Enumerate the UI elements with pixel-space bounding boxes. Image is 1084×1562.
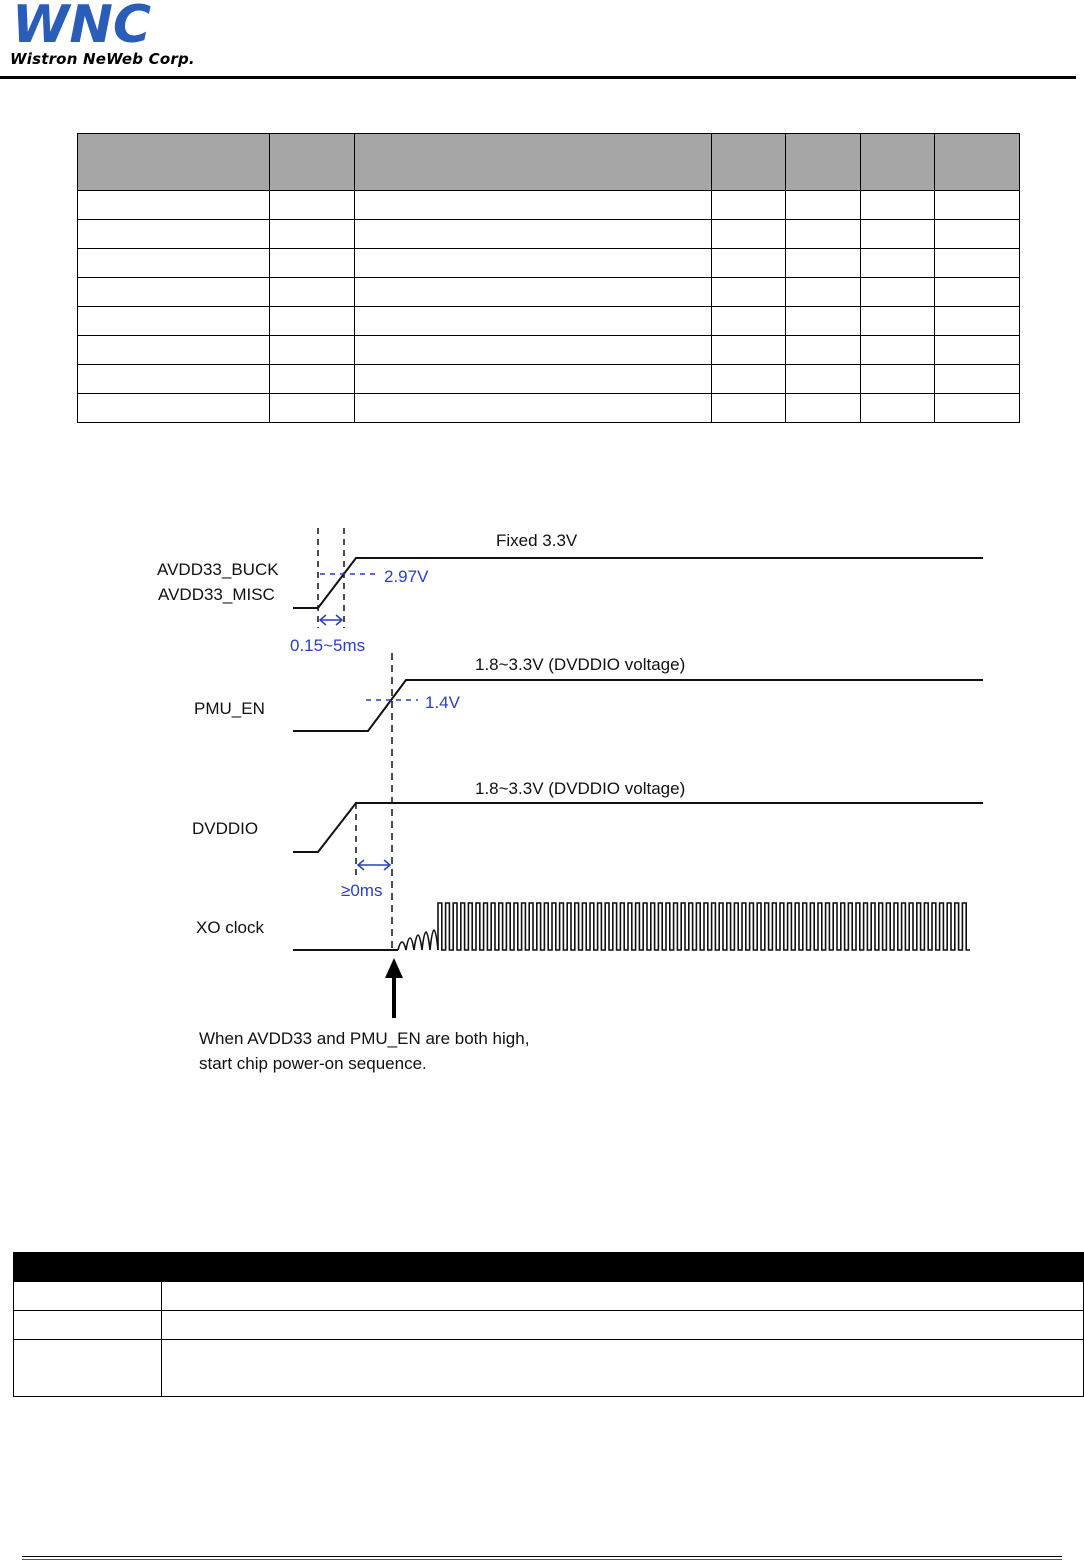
xo-clock-square-wave xyxy=(438,903,970,950)
pin-table xyxy=(13,1252,1084,1397)
table-row xyxy=(78,394,1020,423)
pmu-en-level-label: 1.8~3.3V (DVDDIO voltage) xyxy=(475,655,686,674)
delay-label: ≥0ms xyxy=(341,881,383,900)
dvddio-level-label: 1.8~3.3V (DVDDIO voltage) xyxy=(475,779,686,798)
spec-table xyxy=(77,133,1020,423)
table-row xyxy=(78,220,1020,249)
ramp-time-arrow xyxy=(320,615,342,625)
table-row xyxy=(78,278,1020,307)
note-line-2: start chip power-on sequence. xyxy=(199,1054,427,1073)
table-row xyxy=(14,1340,1084,1397)
footer-divider xyxy=(22,1556,1062,1557)
table-row xyxy=(14,1282,1084,1311)
table-header-cell xyxy=(78,134,270,191)
table-header-cell xyxy=(786,134,861,191)
table-header-cell xyxy=(354,134,712,191)
table-header-cell xyxy=(712,134,786,191)
delay-arrow xyxy=(358,860,390,870)
power-on-start-arrow xyxy=(385,958,403,1018)
header-divider xyxy=(0,76,1076,79)
table-header-cell xyxy=(161,1253,1083,1282)
table-header-row xyxy=(78,134,1020,191)
signal-label-dvddio: DVDDIO xyxy=(192,819,259,838)
fixed-voltage-label: Fixed 3.3V xyxy=(496,531,578,550)
power-on-timing-diagram xyxy=(148,518,990,1090)
pmu-threshold-label: 1.4V xyxy=(425,693,460,712)
pmu-en-trace xyxy=(293,680,983,731)
xo-clock-startup xyxy=(398,930,438,950)
logo-wordmark: WNC xyxy=(12,0,152,50)
dvddio-trace xyxy=(293,803,983,852)
ramp-time-label: 0.15~5ms xyxy=(290,636,366,655)
footer-divider-secondary xyxy=(22,1559,1062,1560)
signal-label-xo-clock: XO clock xyxy=(196,918,265,937)
table-header-row xyxy=(14,1253,1084,1282)
table-header-cell xyxy=(935,134,1020,191)
table-row xyxy=(78,249,1020,278)
table-header-cell xyxy=(14,1253,162,1282)
company-name: Wistron NeWeb Corp. xyxy=(10,50,195,68)
table-row xyxy=(78,365,1020,394)
avdd-threshold-label: 2.97V xyxy=(384,567,429,586)
signal-label-avdd33-buck: AVDD33_BUCK xyxy=(157,560,279,579)
table-row xyxy=(78,336,1020,365)
table-header-cell xyxy=(269,134,354,191)
signal-label-avdd33-misc: AVDD33_MISC xyxy=(158,585,275,604)
table-row xyxy=(78,191,1020,220)
note-line-1: When AVDD33 and PMU_EN are both high, xyxy=(199,1029,530,1048)
table-row xyxy=(78,307,1020,336)
table-row xyxy=(14,1311,1084,1340)
table-header-cell xyxy=(861,134,935,191)
signal-label-pmu-en: PMU_EN xyxy=(194,699,265,718)
